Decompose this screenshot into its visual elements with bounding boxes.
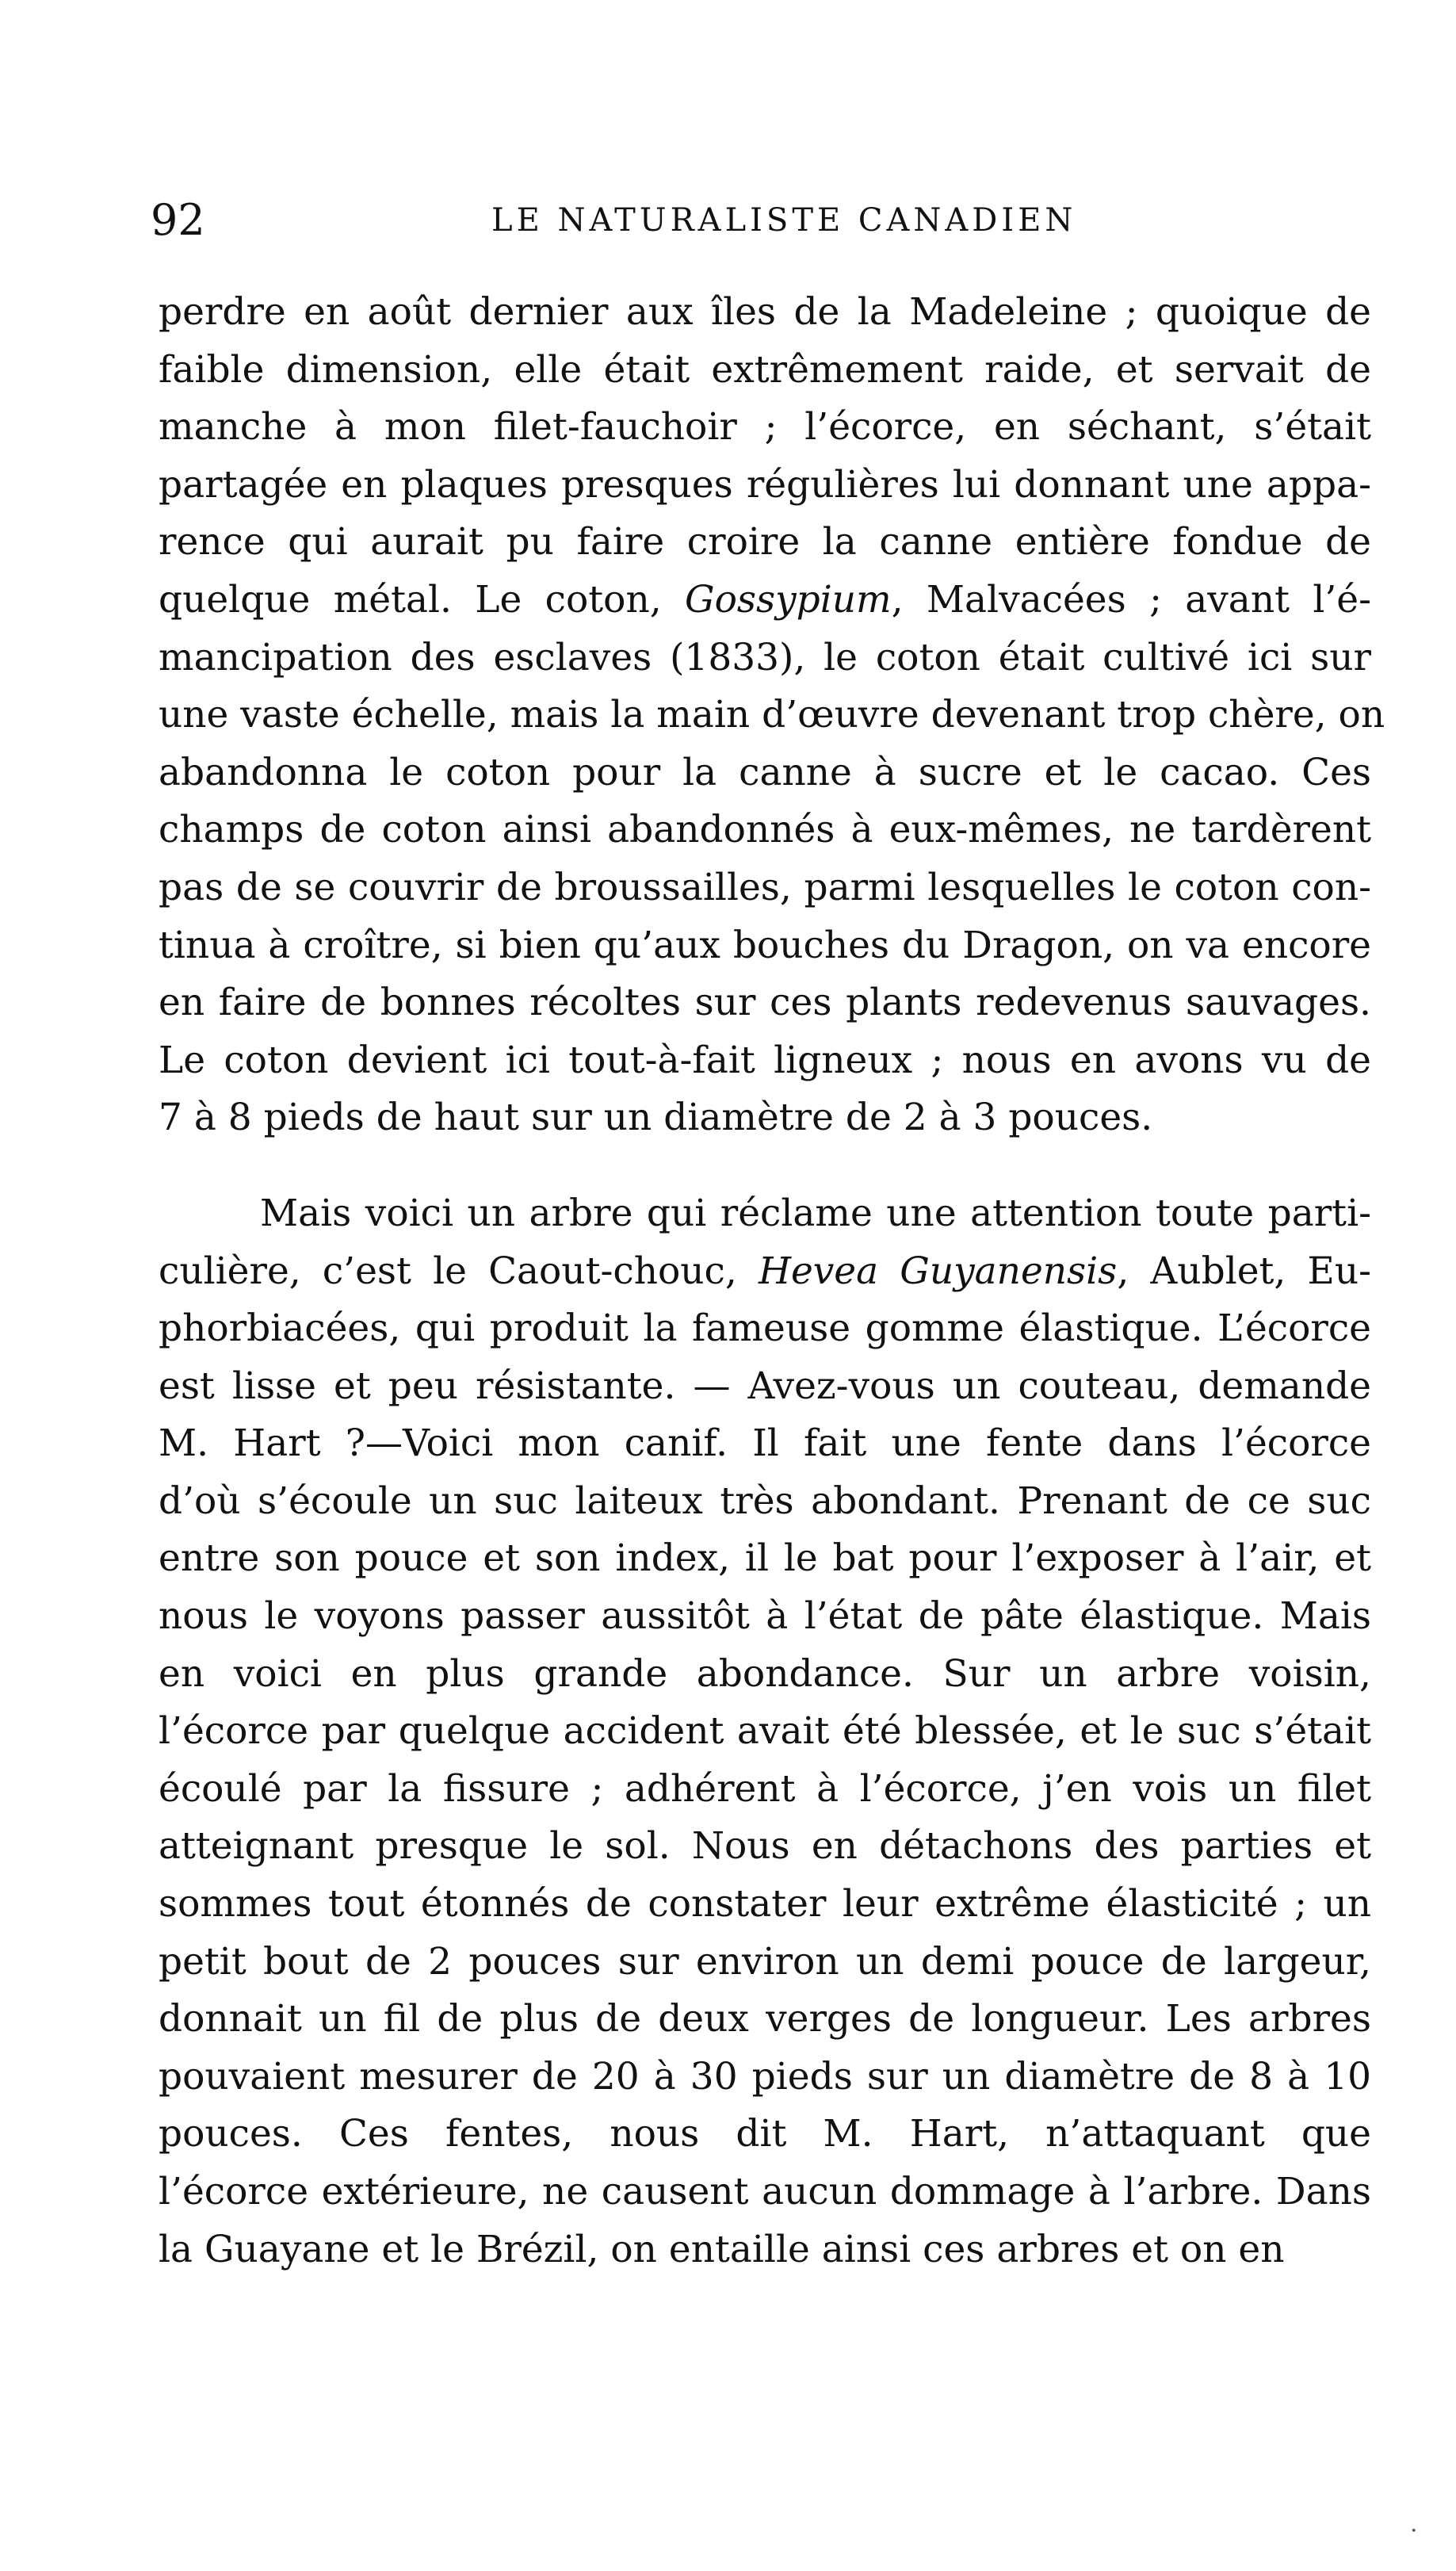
text-line (159, 399, 1371, 457)
text-line (159, 284, 1371, 342)
text-line (159, 1588, 1371, 1646)
paragraph (159, 1185, 1371, 2278)
text-line (159, 802, 1371, 859)
paragraph (159, 284, 1385, 1147)
text-segment: manche à mon filet-fauchoir ; l’écorce, en séchant, s’était (159, 405, 1371, 450)
text-line (159, 1243, 1371, 1301)
text-line (159, 1818, 1371, 1876)
text-segment: atteignant presque le sol. Nous en détachons des parties et (159, 1824, 1371, 1869)
text-segment: faible dimension, elle était extrêmement raide, et servait de (159, 347, 1371, 392)
text-segment: phorbiacées, qui produit la fameuse gomme élastique. L’écorce (159, 1307, 1371, 1351)
text-segment: M. Hart ?—Voici mon canif. Il fait une fente dans l’écorce (159, 1421, 1371, 1466)
text-line (159, 744, 1371, 802)
text-line (159, 1761, 1371, 1819)
text-line (159, 2164, 1371, 2221)
text-segment: Le coton devient ici tout-à-fait ligneux ; nous en avons vu de (159, 1038, 1371, 1082)
text-line (159, 342, 1371, 400)
text-segment: quelque métal. Le coton, (159, 577, 686, 622)
text-segment: l’écorce extérieure, ne causent aucun dommage à l’arbre. Dans (159, 2170, 1371, 2213)
text-line (159, 917, 1371, 975)
text-segment: la Guayane et le Brézil, on entaille ainsi ces arbres et on en (159, 2227, 1285, 2271)
text-line (159, 2106, 1371, 2164)
text-segment: partagée en plaques presques régulières lui donnant une appa- (159, 462, 1371, 507)
text-line (159, 1646, 1371, 1704)
text-line (159, 859, 1371, 917)
text-line (159, 1185, 1371, 1243)
text-segment: , Aublet, Eu- (1117, 1249, 1371, 1293)
text-segment: nous le voyons passer aussitôt à l’état de pâte élastique. Mais (159, 1594, 1371, 1639)
text-segment: culière, c’est le Caout-chouc, (159, 1249, 759, 1293)
text-line (159, 1089, 1371, 1147)
text-segment: pouces. Ces fentes, nous dit M. Hart, n’attaquant que (159, 2112, 1371, 2156)
text-line (159, 629, 1371, 687)
text-segment: sommes tout étonnés de constater leur extrême élasticité ; un (159, 1882, 1371, 1926)
text-segment: 7 à 8 pieds de haut sur un diamètre de 2 à 3 pouces. (159, 1096, 1153, 1140)
text-line (159, 1530, 1371, 1588)
text-line (159, 1358, 1371, 1416)
text-segment: Mais voici un arbre qui réclame une attention toute parti- (260, 1191, 1371, 1235)
text-segment: l’écorce par quelque accident avait été blessée, et le suc s’était (159, 1709, 1371, 1754)
page-header (151, 189, 1370, 252)
text-line (159, 1300, 1371, 1358)
text-line (159, 1032, 1371, 1090)
text-line (159, 687, 1385, 744)
taxon-name: Gossypium (685, 577, 892, 622)
text-segment: abandonna le coton pour la canne à sucre et le cacao. Ces (159, 750, 1371, 794)
text-line (159, 1934, 1371, 1991)
text-segment: d’où s’écoule un suc laiteux très abondant. Prenant de ce suc (159, 1479, 1371, 1523)
text-line (159, 1991, 1371, 2049)
running-title: LE NATURALISTE CANADIEN (491, 202, 1077, 239)
text-segment: petit bout de 2 pouces sur environ un demi pouce de largeur, (159, 1939, 1371, 1984)
paragraph-gap (159, 1147, 1371, 1185)
text-line (159, 2221, 1371, 2279)
text-line (159, 974, 1371, 1032)
text-segment: pas de se couvrir de broussailles, parmi lesquelles le coton con- (159, 865, 1371, 909)
text-line (159, 1473, 1371, 1531)
text-line (159, 514, 1371, 572)
text-line (159, 1415, 1371, 1473)
text-line (159, 1876, 1371, 1934)
text-segment: mancipation des esclaves (1833), le coton était cultivé ici sur (159, 635, 1371, 679)
text-segment: une vaste échelle, mais la main d’œuvre devenant trop chère, on (159, 693, 1385, 737)
body-text (159, 284, 1385, 2278)
text-segment: en voici en plus grande abondance. Sur un arbre voisin, (159, 1651, 1371, 1696)
text-segment: rence qui aurait pu faire croire la canne entière fondue de (159, 520, 1371, 564)
text-line (159, 457, 1371, 515)
text-segment: entre son pouce et son index, il le bat pour l’exposer à l’air, et (159, 1536, 1371, 1581)
text-segment: écoulé par la fissure ; adhérent à l’écorce, j’en vois un filet (159, 1766, 1371, 1811)
corner-speck: · (1410, 2517, 1418, 2545)
taxon-name: Hevea Guyanensis (758, 1249, 1118, 1293)
text-line (159, 572, 1371, 629)
text-line (159, 1703, 1371, 1761)
page-number: 92 (151, 195, 205, 245)
text-segment: champs de coton ainsi abandonnés à eux-mêmes, ne tardèrent (159, 808, 1371, 852)
text-segment: est lisse et peu résistante. — Avez-vous un couteau, demande (159, 1364, 1371, 1408)
text-segment: en faire de bonnes récoltes sur ces plants redevenus sauvages. (159, 981, 1371, 1025)
text-segment: donnait un fil de plus de deux verges de longueur. Les arbres (159, 1997, 1371, 2041)
text-segment: , Malvacées ; avant l’é- (891, 577, 1371, 622)
text-segment: perdre en août dernier aux îles de la Madeleine ; quoique de (159, 290, 1371, 334)
text-line (159, 2049, 1371, 2106)
text-segment: tinua à croître, si bien qu’aux bouches du Dragon, on va encore (159, 923, 1371, 967)
text-segment: pouvaient mesurer de 20 à 30 pieds sur un diamètre de 8 à 10 (159, 2054, 1371, 2099)
